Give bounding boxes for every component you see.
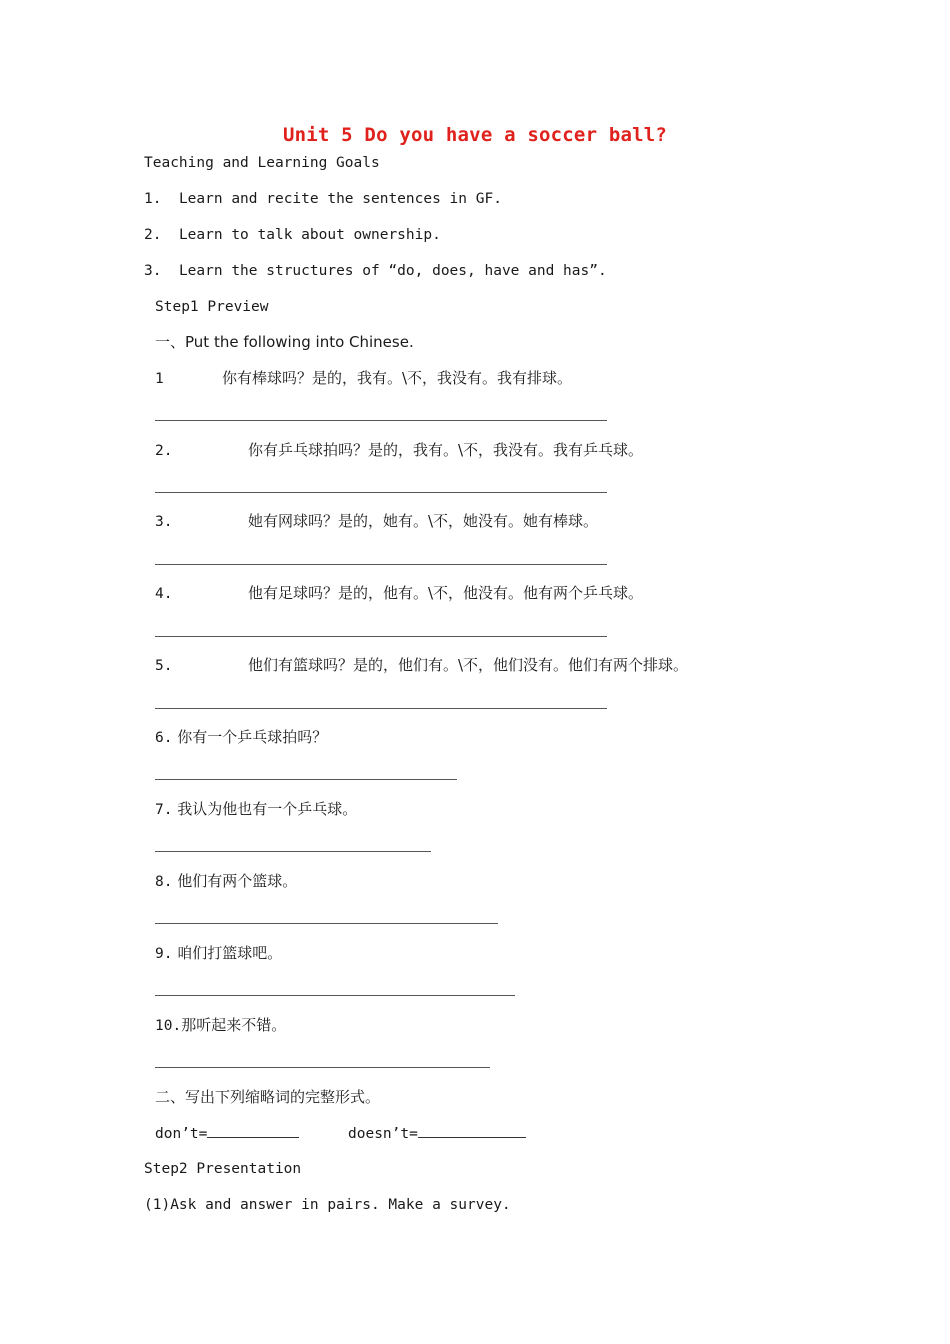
item-text: 你有棒球吗？是的，我有。\不，我没有。我有排球。 <box>222 369 573 387</box>
item-text: 那听起来不错。 <box>181 1016 287 1034</box>
answer-line[interactable] <box>155 708 607 709</box>
goal-item-2 <box>144 225 441 245</box>
step1-heading: Step1 Preview <box>155 299 269 315</box>
goal-number: 1. <box>144 191 162 207</box>
translation-item-9 <box>155 943 282 964</box>
goal-number: 2. <box>144 227 162 243</box>
contraction-dont-blank[interactable] <box>207 1123 299 1138</box>
item-number: 7. <box>155 802 173 818</box>
item-number: 9. <box>155 946 173 962</box>
goal-text: Learn to talk about ownership. <box>178 227 441 243</box>
translation-item-3 <box>155 511 172 530</box>
translation-item-1 <box>155 368 164 387</box>
item-text: 你有乒乓球拍吗？是的，我有。\不，我没有。我有乒乓球。 <box>248 441 644 459</box>
translation-item-6 <box>155 727 327 748</box>
translation-item-2 <box>155 440 172 459</box>
goals-heading: Teaching and Learning Goals <box>144 155 380 171</box>
translation-item-7 <box>155 799 357 820</box>
goal-item-3 <box>144 261 607 281</box>
item-text: 咱们打篮球吧。 <box>177 944 283 962</box>
item-text: 她有网球吗？是的，她有。\不，她没有。她有棒球。 <box>248 512 599 530</box>
step2-item: (1)Ask and answer in pairs. Make a survey. <box>144 1197 511 1213</box>
goal-text: Learn the structures of “do, does, have and has”. <box>178 263 607 279</box>
answer-line[interactable] <box>155 564 607 565</box>
answer-line[interactable] <box>155 492 607 493</box>
item-number: 5. <box>155 658 173 674</box>
item-number: 8. <box>155 874 173 890</box>
item-number: 1 <box>155 371 164 387</box>
goal-item-1 <box>144 189 502 209</box>
contraction-doesnt: doesn’t= <box>348 1126 418 1142</box>
translation-item-4 <box>155 583 172 602</box>
item-text: 我认为他也有一个乒乓球。 <box>177 800 358 818</box>
answer-line[interactable] <box>155 779 457 780</box>
goal-text: Learn and recite the sentences in GF. <box>178 191 502 207</box>
answer-line[interactable] <box>155 636 607 637</box>
item-text: 他有足球吗？是的，他有。\不，他没有。他有两个乒乓球。 <box>248 584 644 602</box>
item-text: 他们有两个篮球。 <box>177 872 298 890</box>
answer-line[interactable] <box>155 851 431 852</box>
section2-heading: 二、写出下列缩略词的完整形式。 <box>155 1088 381 1106</box>
answer-line[interactable] <box>155 420 607 421</box>
answer-line[interactable] <box>155 995 515 996</box>
item-number: 10. <box>155 1018 182 1034</box>
item-number: 3. <box>155 514 173 530</box>
item-number: 4. <box>155 586 173 602</box>
page-title: Unit 5 Do you have a soccer ball? <box>282 124 668 146</box>
contraction-doesnt-blank[interactable] <box>418 1123 526 1138</box>
answer-line[interactable] <box>155 1067 490 1068</box>
item-text: 他们有篮球吗？是的，他们有。\不，他们没有。他们有两个排球。 <box>248 656 689 674</box>
answer-line[interactable] <box>155 923 498 924</box>
step2-heading: Step2 Presentation <box>144 1161 302 1177</box>
contraction-dont: don’t= <box>155 1126 208 1142</box>
contraction-row <box>155 1123 299 1144</box>
translation-item-10 <box>155 1015 286 1036</box>
item-number: 2. <box>155 443 173 459</box>
goal-number: 3. <box>144 263 162 279</box>
contraction-row <box>348 1123 526 1144</box>
translation-item-8 <box>155 871 297 892</box>
item-number: 6. <box>155 730 173 746</box>
section1-heading: 一、Put the following into Chinese. <box>155 333 414 351</box>
item-text: 你有一个乒乓球拍吗？ <box>177 728 328 746</box>
translation-item-5 <box>155 655 172 674</box>
